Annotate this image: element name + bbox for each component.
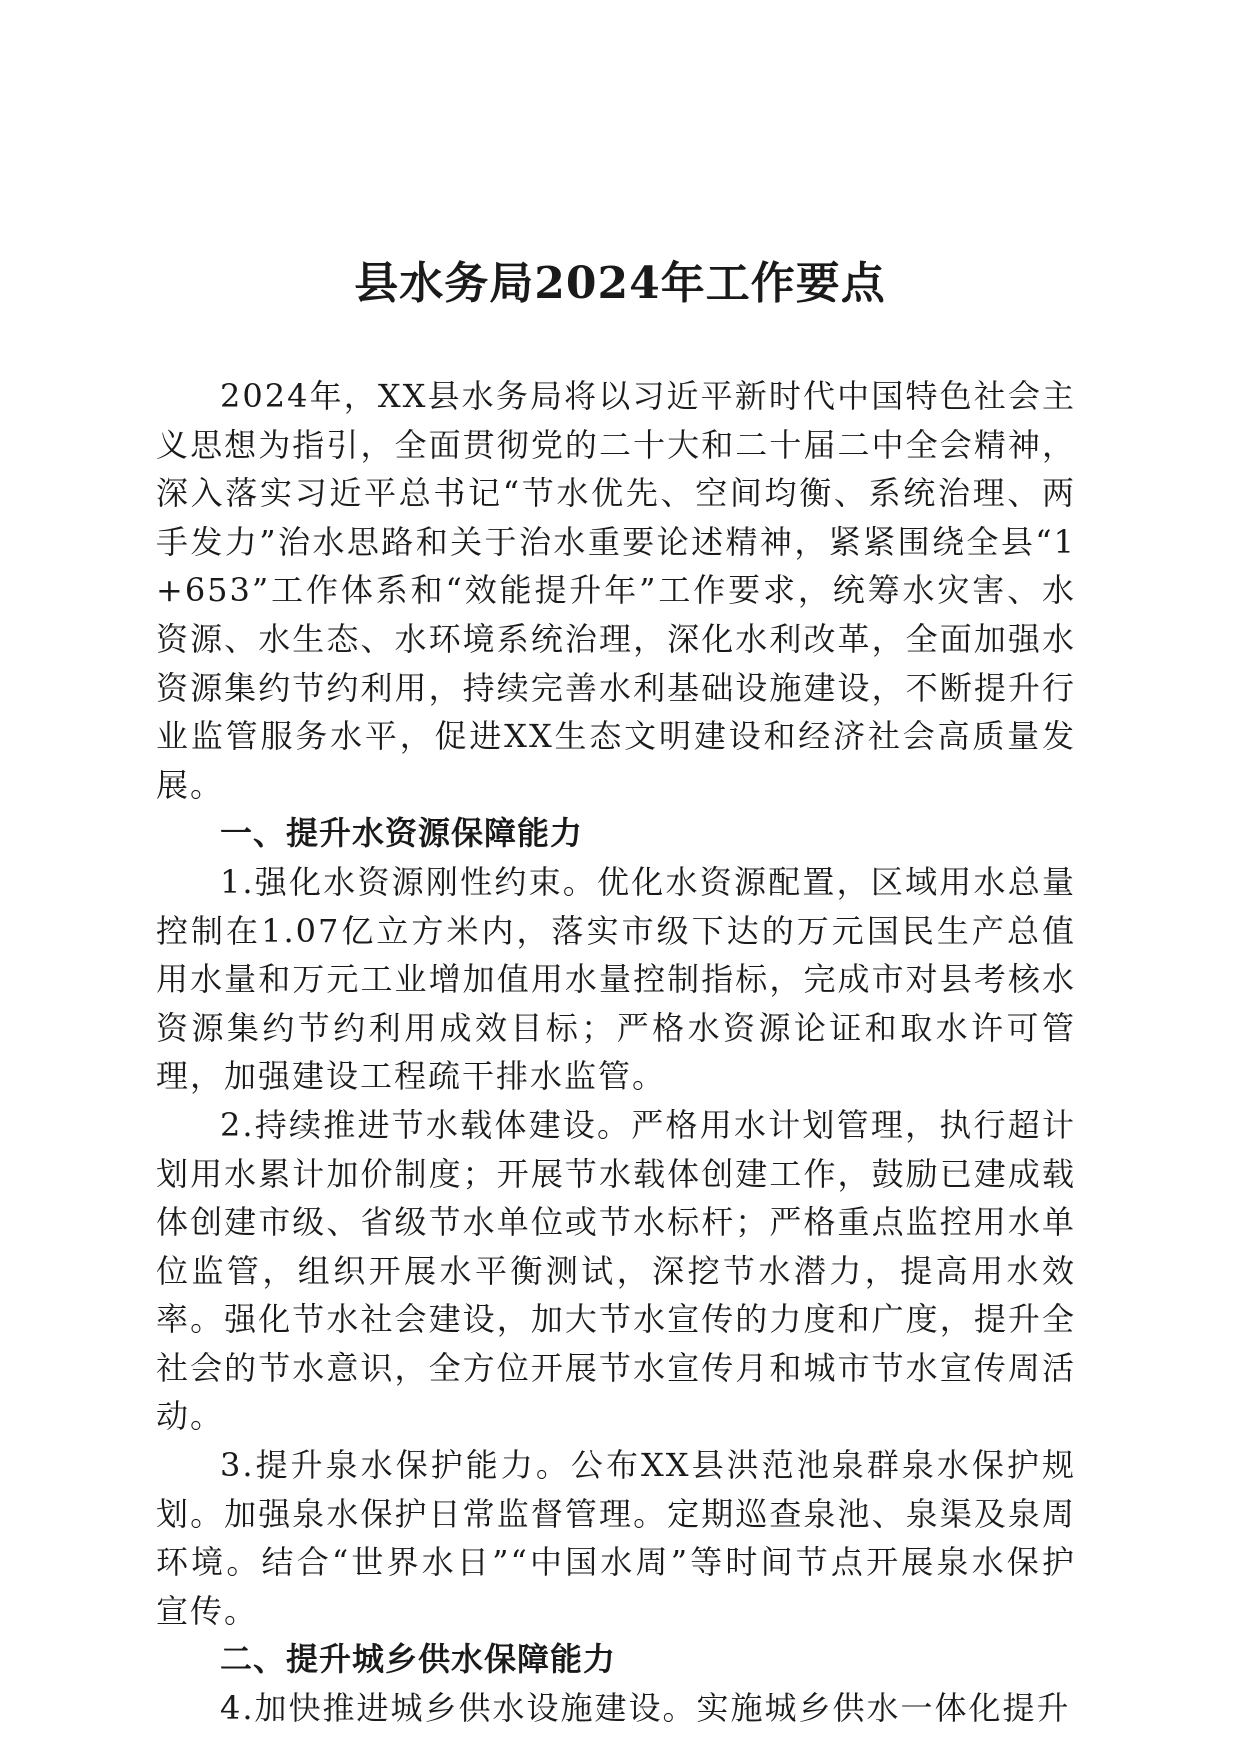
section-heading-2: 二、提升城乡供水保障能力	[220, 1640, 617, 1679]
document-title: 县水务局2024年工作要点	[354, 258, 886, 309]
intro-paragraph: 2024年，XX县水务局将以习近平新时代中国特色社会主义思想为指引，全面贯彻党的二十大和二十届二中全会精神，深入落实习近平总书记“节水优先、空间均衡、系统治理、两手发力”治水思路和关于治水重要论述精神，紧紧围绕全县“1+653”工作体系和“效能提升年”工作要求，统筹水灾害、水资源、水生态、水环境系统治理，深化水利改革，全面加强水资源集约节约利用，持续完善水利基础设施建设，不断提升行业监管服务水平，促进XX生态文明建设和经济社会高质量发展。	[156, 377, 1076, 804]
item-paragraph-1: 1.强化水资源刚性约束。优化水资源配置，区域用水总量控制在1.07亿立方米内，落实市级下达的万元国民生产总值用水量和万元工业增加值用水量控制指标，完成市对县考核水资源集约节约利用成效目标；严格水资源论证和取水许可管理，加强建设工程疏干排水监管。	[156, 862, 1076, 1096]
item-paragraph-2: 2.持续推进节水载体建设。严格用水计划管理，执行超计划用水累计加价制度；开展节水载体创建工作，鼓励已建成载体创建市级、省级节水单位或节水标杆；严格重点监控用水单位监管，组织开展水平衡测试，深挖节水潜力，提高用水效率。强化节水社会建设，加大节水宣传的力度和广度，提升全社会的节水意识，全方位开展节水宣传月和城市节水宣传周活动。	[156, 1105, 1076, 1436]
document-body	[156, 372, 1076, 1733]
section-heading-1: 一、提升水资源保障能力	[220, 814, 584, 853]
item-paragraph-4: 4.加快推进城乡供水设施建设。实施城乡供水一体化提升	[220, 1689, 1071, 1728]
item-paragraph-3: 3.提升泉水保护能力。公布XX县洪范池泉群泉水保护规划。加强泉水保护日常监督管理。定期巡查泉池、泉渠及泉周环境。结合“世界水日”“中国水周”等时间节点开展泉水保护宣传。	[156, 1446, 1076, 1630]
